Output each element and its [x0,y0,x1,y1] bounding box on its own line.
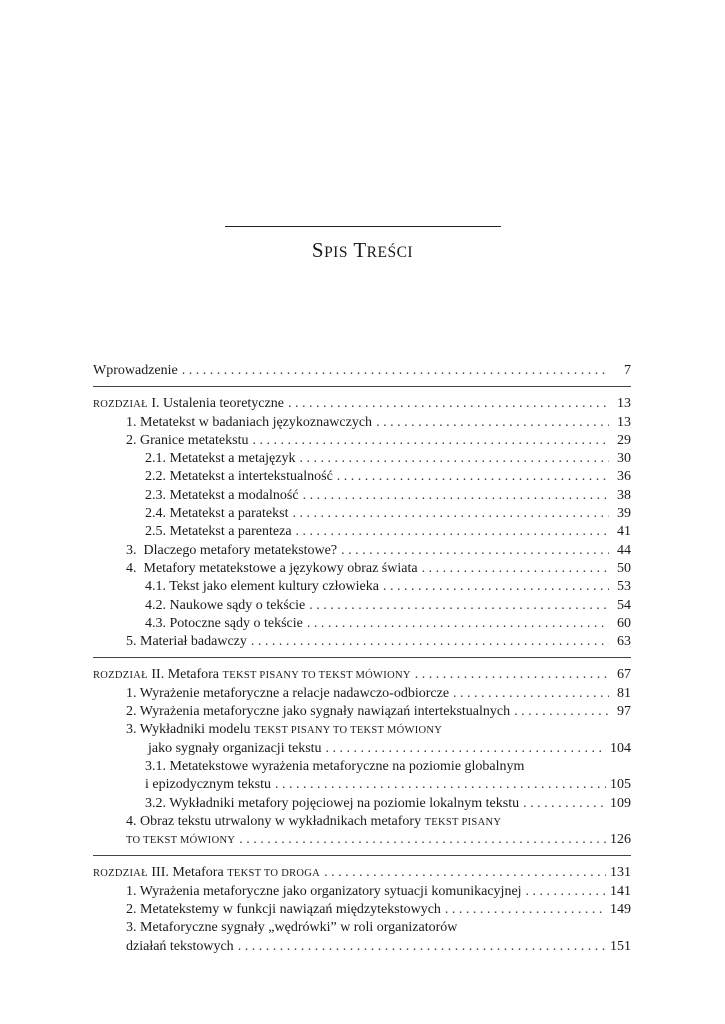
toc-entry[interactable]: działań tekstowych . . . 151 [93,938,631,956]
table-of-contents [93,362,631,956]
page-title: SPIS TREŚCI [311,238,414,262]
toc-entry[interactable]: 4.3. Potoczne sądy o tekście . . . 60 [93,615,631,633]
toc-entry[interactable]: 2.4. Metatekst a paratekst . . . 39 [93,505,631,523]
toc-entry[interactable]: 4.2. Naukowe sądy o tekście . . . 54 [93,597,631,615]
toc-entry[interactable]: 2. Wyrażenia metaforyczne jako sygnały nawiązań intertekstualnych . . . 97 [93,703,631,721]
title-rule [225,226,501,227]
toc-entry[interactable]: 3.2. Wykładniki metafory pojęciowej na poziomie lokalnym tekstu . . . 109 [93,795,631,813]
toc-entry-line[interactable]: 4. Obraz tekstu utrwalony w wykładnikach metafory TEKST PISANY [126,813,502,829]
toc-entry[interactable]: 4.1. Tekst jako element kultury człowieka . . . 53 [93,578,631,596]
toc-chapter-3[interactable]: ROZDZIAŁ III. Metafora TEKST TO DROGA . . . 131 [93,864,631,882]
toc-entry[interactable]: 4. Metafory metatekstowe a językowy obraz świata . . . 50 [93,560,631,578]
toc-entry-line[interactable]: 3. Metaforyczne sygnały „wędrówki” w roli organizatorów [126,920,458,936]
toc-chapter-2[interactable]: ROZDZIAŁ II. Metafora TEKST PISANY TO TEKST MÓWIONY . . . 67 [93,666,631,684]
chapter-divider [93,657,631,658]
toc-entry[interactable]: 1. Wyrażenie metaforyczne a relacje nadawczo-odbiorcze . . . 81 [93,685,631,703]
toc-entry[interactable]: 5. Materiał badawczy . . . 63 [93,633,631,651]
toc-entry[interactable]: TO TEKST MÓWIONY . . . 126 [93,831,631,849]
toc-entry[interactable]: 1. Metatekst w badaniach językoznawczych . . . 13 [93,414,631,432]
chapter-divider [93,386,631,387]
toc-entry[interactable]: 2. Metatekstemy w funkcji nawiązań międzytekstowych . . . 149 [93,901,631,919]
toc-entry[interactable]: 2.5. Metatekst a parenteza . . . 41 [93,523,631,541]
toc-entry-line[interactable]: 3.1. Metatekstowe wyrażenia metaforyczne na poziomie globalnym [145,758,525,774]
toc-entry-line[interactable]: 3. Wykładniki modelu TEKST PISANY TO TEKST MÓWIONY [126,722,443,738]
toc-entry[interactable]: 1. Wyrażenia metaforyczne jako organizatory sytuacji komunikacyjnej . . . 141 [93,883,631,901]
toc-entry[interactable]: 2.3. Metatekst a modalność . . . 38 [93,487,631,505]
toc-entry[interactable]: i epizodycznym tekstu . . . 105 [93,776,631,794]
toc-entry[interactable]: 3. Dlaczego metafory metatekstowe? . . . 44 [93,542,631,560]
toc-chapter-1[interactable]: ROZDZIAŁ I. Ustalenia teoretyczne . . . 13 [93,395,631,413]
toc-entry[interactable]: jako sygnały organizacji tekstu . . . 104 [93,740,631,758]
toc-entry[interactable]: 2. Granice metatekstu . . . 29 [93,432,631,450]
chapter-divider [93,855,631,856]
toc-entry[interactable]: 2.2. Metatekst a intertekstualność . . . 36 [93,468,631,486]
toc-entry-intro[interactable]: Wprowadzenie . . . 7 [93,362,631,380]
toc-entry[interactable]: 2.1. Metatekst a metajęzyk . . . 30 [93,450,631,468]
